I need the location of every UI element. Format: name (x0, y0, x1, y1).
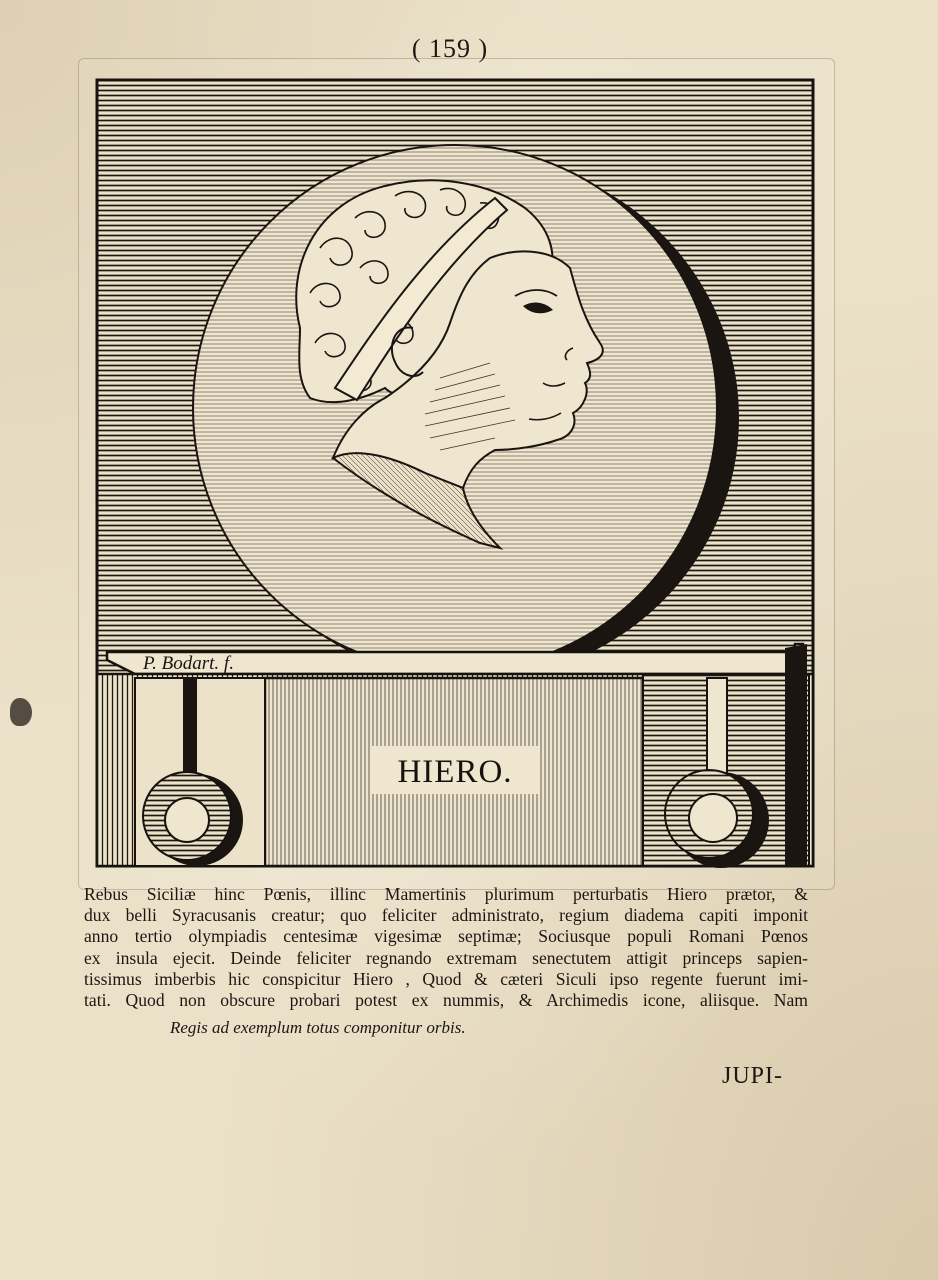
text-line: ex insula ejecit. Deinde feliciter regnando extremam senectutem attigit princeps sapien- (84, 947, 808, 968)
page-number: ( 159 ) (411, 34, 489, 63)
ink-stain (10, 698, 32, 726)
text-line: Rebus Siciliæ hinc Pœnis, illinc Mamertinis plurimum perturbatis Hiero prætor, & (84, 884, 808, 904)
catchword: JUPI- (722, 1063, 784, 1089)
motto: Regis ad exemplum totus componitur orbis. (170, 1018, 466, 1037)
artist-signature: P. Bodart. f. (143, 653, 234, 674)
right-volute (643, 644, 809, 868)
text-line: anno tertio olympiadis centesimæ vigesimæ septimæ; Sociusque populi Romani Pœnos (84, 926, 808, 947)
plate-title: HIERO. (397, 754, 513, 790)
engraving-plate (95, 78, 815, 870)
text-line: tati. Quod non obscure probari potest ex nummis, & Archimedis icone, aliisque. Nam (84, 990, 808, 1011)
left-volute (135, 678, 265, 866)
body-text (84, 884, 808, 1011)
text-line: dux belli Syracusanis creatur; quo feliciter administrato, regium diadema capiti imponit (84, 905, 808, 926)
text-line: tissimus imberbis hic conspicitur Hiero , Quod & cæteri Siculi ipso regente fuerunt imi- (84, 968, 808, 989)
